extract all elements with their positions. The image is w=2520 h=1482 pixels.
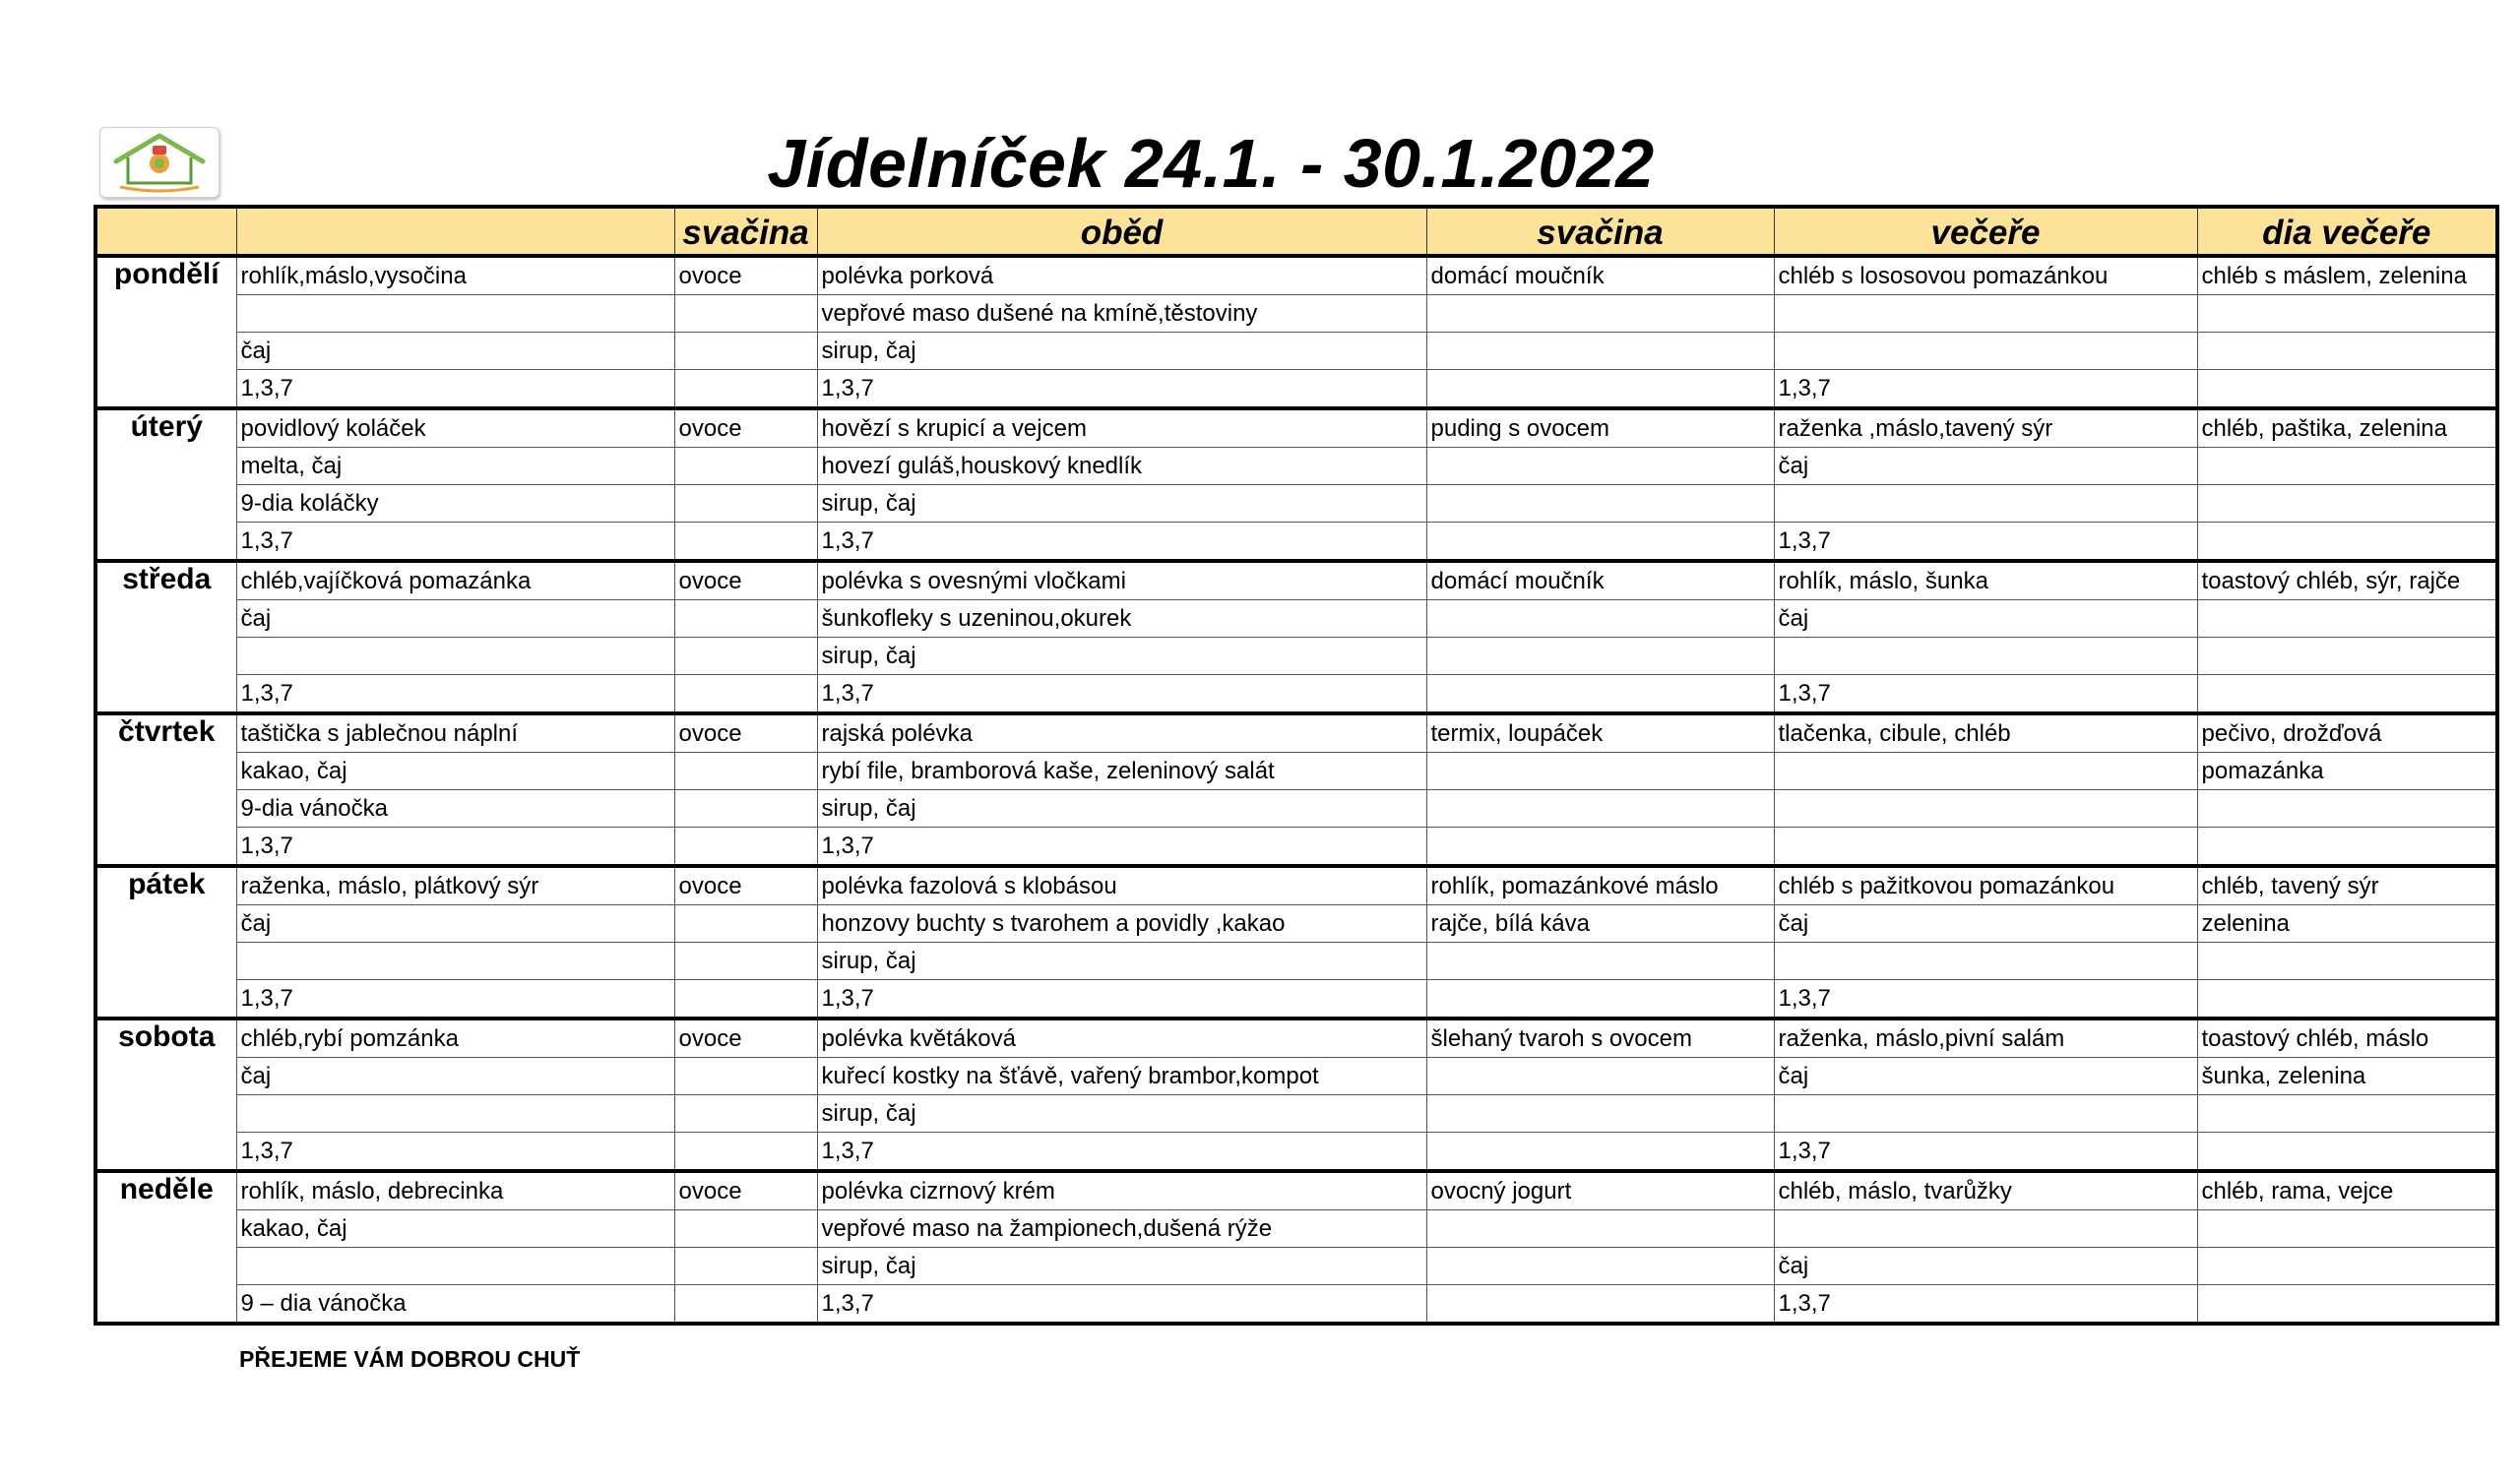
- table-row: [95, 370, 2497, 409]
- cell-morning-snack: ovoce: [674, 561, 817, 600]
- cell-dia-dinner: [2197, 790, 2497, 828]
- cell-breakfast: 9-dia koláčky: [236, 485, 674, 523]
- header-day: [95, 207, 236, 256]
- cell-morning-snack: [674, 828, 817, 867]
- cell-dinner: tlačenka, cibule, chléb: [1774, 713, 2197, 753]
- cell-dinner: čaj: [1774, 1058, 2197, 1095]
- header-breakfast: [236, 207, 674, 256]
- cell-lunch: 1,3,7: [817, 980, 1426, 1019]
- table-row: [95, 828, 2497, 867]
- cell-lunch: vepřové maso na žampionech,dušená rýže: [817, 1210, 1426, 1248]
- cell-lunch: 1,3,7: [817, 370, 1426, 409]
- cell-lunch: polévka květáková: [817, 1019, 1426, 1058]
- cell-dia-dinner: chléb, paštika, zelenina: [2197, 408, 2497, 448]
- cell-afternoon-snack: termix, loupáček: [1426, 713, 1774, 753]
- cell-breakfast: chléb,rybí pomzánka: [236, 1019, 674, 1058]
- cell-lunch: sirup, čaj: [817, 1248, 1426, 1285]
- cell-breakfast: 1,3,7: [236, 1133, 674, 1172]
- cell-afternoon-snack: [1426, 790, 1774, 828]
- cell-afternoon-snack: ovocný jogurt: [1426, 1171, 1774, 1210]
- cell-morning-snack: [674, 523, 817, 562]
- cell-dinner: čaj: [1774, 905, 2197, 943]
- cell-afternoon-snack: rajče, bílá káva: [1426, 905, 1774, 943]
- cell-lunch: polévka s ovesnými vločkami: [817, 561, 1426, 600]
- cell-breakfast: taštička s jablečnou náplní: [236, 713, 674, 753]
- cell-dinner: 1,3,7: [1774, 370, 2197, 409]
- table-row: [95, 600, 2497, 638]
- cell-dia-dinner: [2197, 675, 2497, 714]
- cell-breakfast: povidlový koláček: [236, 408, 674, 448]
- cell-breakfast: raženka, máslo, plátkový sýr: [236, 866, 674, 905]
- cell-afternoon-snack: [1426, 600, 1774, 638]
- table-row: [95, 1095, 2497, 1133]
- cell-afternoon-snack: [1426, 333, 1774, 370]
- header-dinner: večeře: [1774, 207, 2197, 256]
- cell-dinner: 1,3,7: [1774, 523, 2197, 562]
- cell-dinner: rohlík, máslo, šunka: [1774, 561, 2197, 600]
- cell-morning-snack: ovoce: [674, 1171, 817, 1210]
- footer-text: PŘEJEME VÁM DOBROU CHUŤ: [239, 1346, 581, 1372]
- cell-morning-snack: ovoce: [674, 256, 817, 295]
- cell-breakfast: 9-dia vánočka: [236, 790, 674, 828]
- cell-lunch: šunkofleky s uzeninou,okurek: [817, 600, 1426, 638]
- cell-dinner: [1774, 753, 2197, 790]
- cell-dinner: [1774, 790, 2197, 828]
- cell-afternoon-snack: [1426, 638, 1774, 675]
- cell-lunch: 1,3,7: [817, 675, 1426, 714]
- table-row: [95, 523, 2497, 562]
- cell-morning-snack: [674, 638, 817, 675]
- cell-lunch: sirup, čaj: [817, 943, 1426, 980]
- cell-lunch: sirup, čaj: [817, 485, 1426, 523]
- cell-afternoon-snack: [1426, 295, 1774, 333]
- cell-morning-snack: [674, 600, 817, 638]
- table-row: [95, 448, 2497, 485]
- cell-breakfast: melta, čaj: [236, 448, 674, 485]
- table-row: [95, 905, 2497, 943]
- cell-afternoon-snack: [1426, 1133, 1774, 1172]
- cell-dinner: čaj: [1774, 448, 2197, 485]
- header-morning-snack: svačina: [674, 207, 817, 256]
- cell-afternoon-snack: [1426, 980, 1774, 1019]
- cell-afternoon-snack: [1426, 523, 1774, 562]
- day-name: neděle: [95, 1171, 236, 1324]
- cell-morning-snack: [674, 905, 817, 943]
- table-row: [95, 1248, 2497, 1285]
- cell-morning-snack: [674, 448, 817, 485]
- cell-lunch: 1,3,7: [817, 523, 1426, 562]
- cell-dinner: [1774, 1210, 2197, 1248]
- cell-dinner: raženka, máslo,pivní salám: [1774, 1019, 2197, 1058]
- cell-lunch: honzovy buchty s tvarohem a povidly ,kakao: [817, 905, 1426, 943]
- cell-dia-dinner: [2197, 980, 2497, 1019]
- cell-morning-snack: ovoce: [674, 713, 817, 753]
- cell-dinner: [1774, 333, 2197, 370]
- header-row: [95, 207, 2497, 256]
- cell-afternoon-snack: [1426, 370, 1774, 409]
- cell-breakfast: 1,3,7: [236, 370, 674, 409]
- cell-breakfast: 1,3,7: [236, 523, 674, 562]
- cell-breakfast: čaj: [236, 1058, 674, 1095]
- cell-lunch: polévka fazolová s klobásou: [817, 866, 1426, 905]
- cell-dia-dinner: [2197, 638, 2497, 675]
- cell-dinner: 1,3,7: [1774, 1285, 2197, 1325]
- menu-body: [95, 256, 2497, 1324]
- cell-dia-dinner: toastový chléb, máslo: [2197, 1019, 2497, 1058]
- cell-dia-dinner: toastový chléb, sýr, rajče: [2197, 561, 2497, 600]
- cell-dia-dinner: [2197, 1210, 2497, 1248]
- cell-morning-snack: [674, 1095, 817, 1133]
- cell-lunch: hovězí s krupicí a vejcem: [817, 408, 1426, 448]
- cell-dinner: raženka ,máslo,tavený sýr: [1774, 408, 2197, 448]
- cell-afternoon-snack: domácí moučník: [1426, 561, 1774, 600]
- table-row: [95, 1285, 2497, 1325]
- header-afternoon-snack: svačina: [1426, 207, 1774, 256]
- cell-morning-snack: [674, 1285, 817, 1325]
- cell-dia-dinner: [2197, 600, 2497, 638]
- cell-afternoon-snack: [1426, 1095, 1774, 1133]
- cell-breakfast: [236, 943, 674, 980]
- cell-morning-snack: [674, 1058, 817, 1095]
- cell-morning-snack: [674, 1248, 817, 1285]
- cell-morning-snack: [674, 370, 817, 409]
- cell-breakfast: 1,3,7: [236, 675, 674, 714]
- day-name: pátek: [95, 866, 236, 1019]
- table-row: [95, 866, 2497, 905]
- cell-afternoon-snack: [1426, 1210, 1774, 1248]
- cell-dia-dinner: zelenina: [2197, 905, 2497, 943]
- cell-lunch: vepřové maso dušené na kmíně,těstoviny: [817, 295, 1426, 333]
- cell-lunch: sirup, čaj: [817, 333, 1426, 370]
- cell-afternoon-snack: [1426, 1285, 1774, 1325]
- cell-dinner: [1774, 638, 2197, 675]
- cell-breakfast: [236, 295, 674, 333]
- table-row: [95, 790, 2497, 828]
- cell-afternoon-snack: [1426, 485, 1774, 523]
- cell-breakfast: [236, 638, 674, 675]
- table-row: [95, 1210, 2497, 1248]
- table-row: [95, 256, 2497, 295]
- cell-breakfast: 9 – dia vánočka: [236, 1285, 674, 1325]
- cell-lunch: rajská polévka: [817, 713, 1426, 753]
- table-row: [95, 1171, 2497, 1210]
- cell-dia-dinner: [2197, 943, 2497, 980]
- cell-morning-snack: [674, 295, 817, 333]
- cell-afternoon-snack: puding s ovocem: [1426, 408, 1774, 448]
- cell-dia-dinner: pečivo, drožďová: [2197, 713, 2497, 753]
- cell-dinner: 1,3,7: [1774, 980, 2197, 1019]
- day-name: sobota: [95, 1019, 236, 1171]
- cell-dia-dinner: [2197, 828, 2497, 867]
- cell-breakfast: rohlík, máslo, debrecinka: [236, 1171, 674, 1210]
- table-row: [95, 408, 2497, 448]
- table-row: [95, 675, 2497, 714]
- table-row: [95, 295, 2497, 333]
- cell-morning-snack: [674, 1210, 817, 1248]
- cell-dia-dinner: [2197, 448, 2497, 485]
- cell-dia-dinner: [2197, 485, 2497, 523]
- cell-afternoon-snack: šlehaný tvaroh s ovocem: [1426, 1019, 1774, 1058]
- cell-lunch: sirup, čaj: [817, 1095, 1426, 1133]
- cell-breakfast: [236, 1095, 674, 1133]
- cell-dinner: [1774, 828, 2197, 867]
- cell-breakfast: chléb,vajíčková pomazánka: [236, 561, 674, 600]
- cell-dinner: [1774, 485, 2197, 523]
- cell-dinner: [1774, 1095, 2197, 1133]
- cell-lunch: polévka cizrnový krém: [817, 1171, 1426, 1210]
- cell-dinner: 1,3,7: [1774, 675, 2197, 714]
- cell-morning-snack: [674, 980, 817, 1019]
- table-row: [95, 485, 2497, 523]
- table-row: [95, 1058, 2497, 1095]
- cell-afternoon-snack: [1426, 943, 1774, 980]
- cell-breakfast: rohlík,máslo,vysočina: [236, 256, 674, 295]
- cell-morning-snack: [674, 1133, 817, 1172]
- cell-dia-dinner: [2197, 333, 2497, 370]
- cell-breakfast: 1,3,7: [236, 980, 674, 1019]
- cell-morning-snack: [674, 943, 817, 980]
- day-name: středa: [95, 561, 236, 713]
- header-lunch: oběd: [817, 207, 1426, 256]
- cell-morning-snack: [674, 790, 817, 828]
- table-row: [95, 980, 2497, 1019]
- day-name: úterý: [95, 408, 236, 561]
- table-row: [95, 1019, 2497, 1058]
- cell-lunch: 1,3,7: [817, 828, 1426, 867]
- cell-dinner: čaj: [1774, 600, 2197, 638]
- cell-breakfast: čaj: [236, 905, 674, 943]
- table-row: [95, 943, 2497, 980]
- cell-dia-dinner: [2197, 1285, 2497, 1325]
- cell-afternoon-snack: [1426, 1058, 1774, 1095]
- day-name: čtvrtek: [95, 713, 236, 866]
- cell-lunch: sirup, čaj: [817, 638, 1426, 675]
- day-name: pondělí: [95, 256, 236, 408]
- cell-morning-snack: [674, 753, 817, 790]
- cell-dinner: chléb s pažitkovou pomazánkou: [1774, 866, 2197, 905]
- cell-dia-dinner: chléb s máslem, zelenina: [2197, 256, 2497, 295]
- cell-dia-dinner: [2197, 295, 2497, 333]
- cell-breakfast: 1,3,7: [236, 828, 674, 867]
- cell-lunch: kuřecí kostky na šťávě, vařený brambor,kompot: [817, 1058, 1426, 1095]
- cell-dia-dinner: chléb, rama, vejce: [2197, 1171, 2497, 1210]
- cell-breakfast: čaj: [236, 333, 674, 370]
- cell-breakfast: [236, 1248, 674, 1285]
- table-row: [95, 561, 2497, 600]
- cell-lunch: 1,3,7: [817, 1285, 1426, 1325]
- cell-dia-dinner: [2197, 1133, 2497, 1172]
- cell-dia-dinner: šunka, zelenina: [2197, 1058, 2497, 1095]
- cell-afternoon-snack: [1426, 675, 1774, 714]
- cell-afternoon-snack: rohlík, pomazánkové máslo: [1426, 866, 1774, 905]
- cell-dinner: [1774, 295, 2197, 333]
- cell-lunch: rybí file, bramborová kaše, zeleninový salát: [817, 753, 1426, 790]
- cell-afternoon-snack: [1426, 828, 1774, 867]
- cell-afternoon-snack: [1426, 1248, 1774, 1285]
- cell-lunch: polévka porková: [817, 256, 1426, 295]
- cell-dinner: [1774, 943, 2197, 980]
- cell-breakfast: kakao, čaj: [236, 1210, 674, 1248]
- cell-morning-snack: ovoce: [674, 408, 817, 448]
- table-row: [95, 753, 2497, 790]
- cell-lunch: 1,3,7: [817, 1133, 1426, 1172]
- cell-dinner: čaj: [1774, 1248, 2197, 1285]
- cell-morning-snack: ovoce: [674, 1019, 817, 1058]
- table-row: [95, 333, 2497, 370]
- cell-dia-dinner: pomazánka: [2197, 753, 2497, 790]
- header-dia-dinner: dia večeře: [2197, 207, 2497, 256]
- cell-morning-snack: [674, 485, 817, 523]
- cell-lunch: sirup, čaj: [817, 790, 1426, 828]
- cell-afternoon-snack: [1426, 753, 1774, 790]
- cell-morning-snack: ovoce: [674, 866, 817, 905]
- cell-afternoon-snack: domácí moučník: [1426, 256, 1774, 295]
- page-title: Jídelníček 24.1. - 30.1.2022: [767, 125, 1655, 202]
- table-row: [95, 1133, 2497, 1172]
- cell-breakfast: čaj: [236, 600, 674, 638]
- table-row: [95, 713, 2497, 753]
- cell-morning-snack: [674, 333, 817, 370]
- cell-dia-dinner: [2197, 523, 2497, 562]
- cell-lunch: hovezí guláš,houskový knedlík: [817, 448, 1426, 485]
- cell-dia-dinner: [2197, 1095, 2497, 1133]
- cell-dia-dinner: [2197, 370, 2497, 409]
- cell-dinner: chléb, máslo, tvarůžky: [1774, 1171, 2197, 1210]
- menu-table: [94, 205, 2499, 1326]
- cell-afternoon-snack: [1426, 448, 1774, 485]
- cell-morning-snack: [674, 675, 817, 714]
- cell-dinner: 1,3,7: [1774, 1133, 2197, 1172]
- cell-dia-dinner: chléb, tavený sýr: [2197, 866, 2497, 905]
- cell-dia-dinner: [2197, 1248, 2497, 1285]
- table-row: [95, 638, 2497, 675]
- cell-dinner: chléb s lososovou pomazánkou: [1774, 256, 2197, 295]
- cell-breakfast: kakao, čaj: [236, 753, 674, 790]
